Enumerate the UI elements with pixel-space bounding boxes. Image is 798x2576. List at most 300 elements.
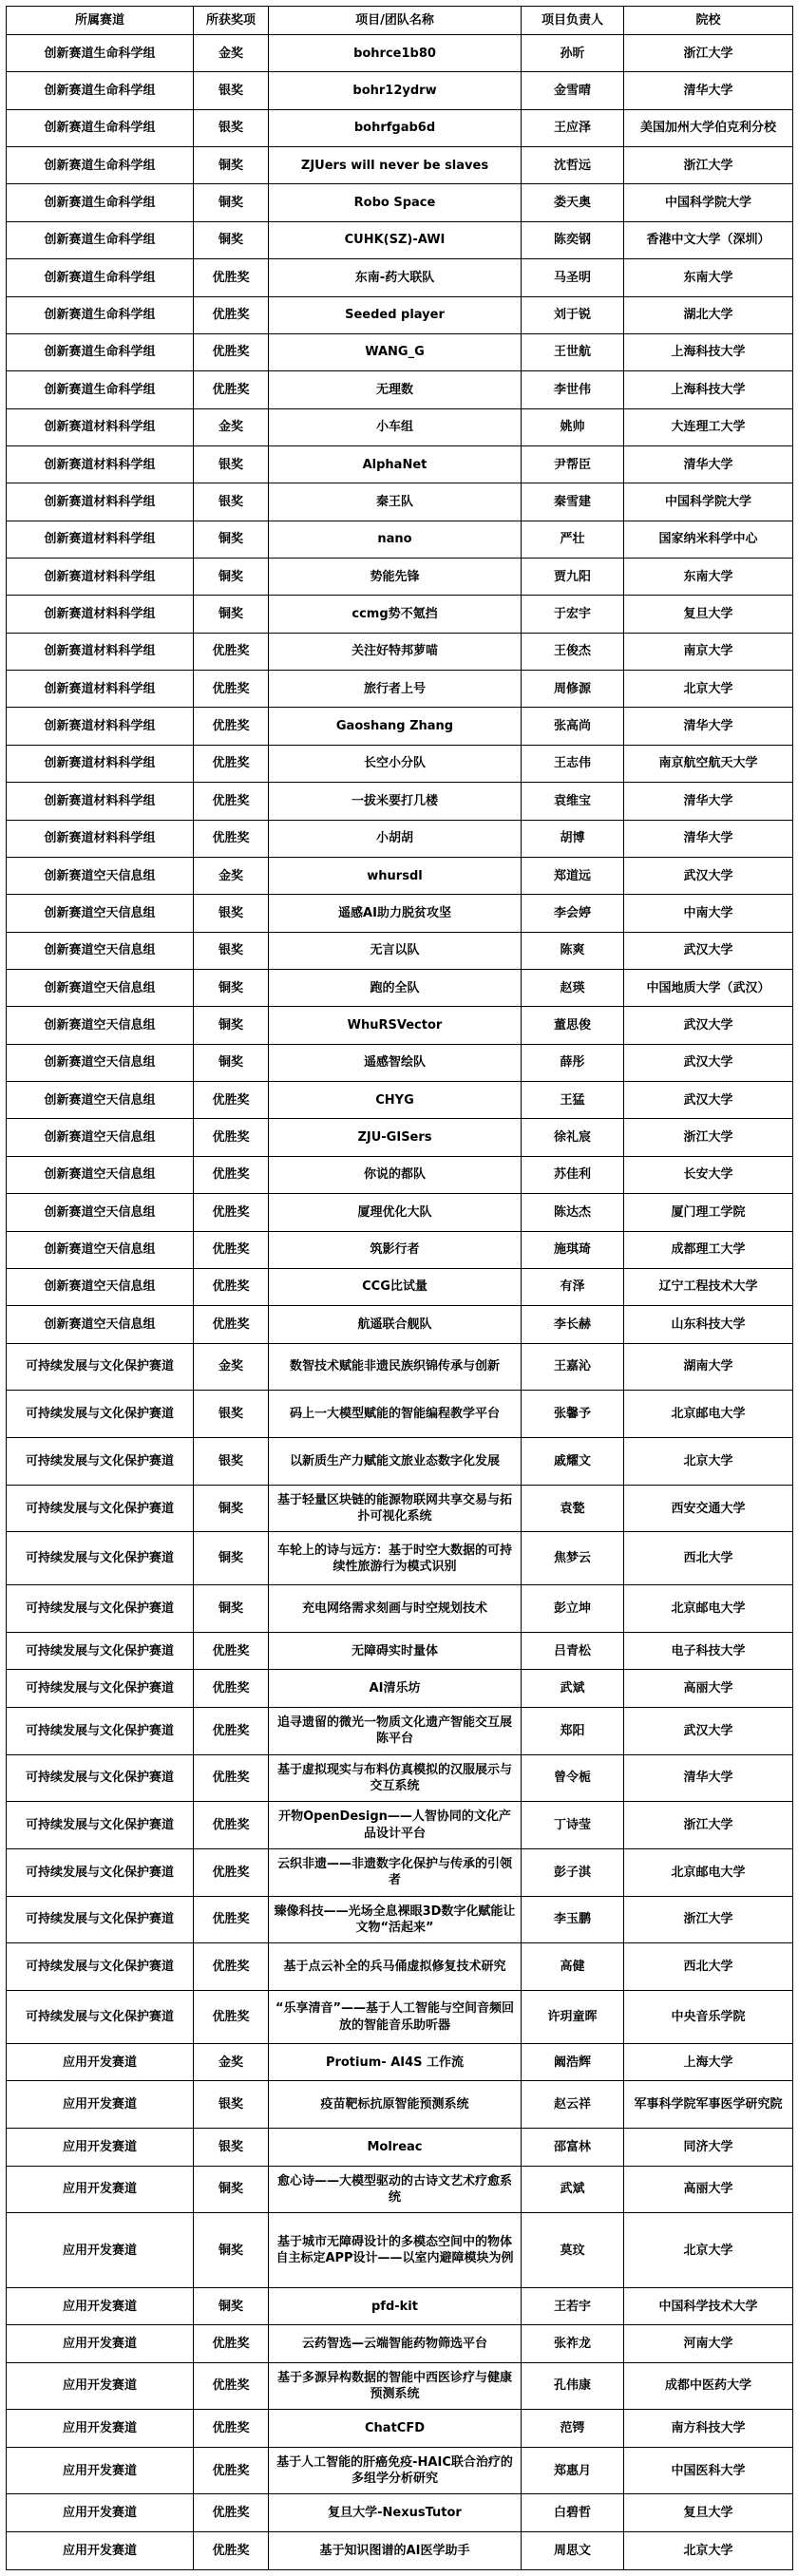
cell-project: 数智技术赋能非遗民族织锦传承与创新 [269,1343,522,1391]
cell-award: 银奖 [194,1391,269,1438]
cell-project: 车轮上的诗与远方：基于时空大数据的可持续性旅游行为模式识别 [269,1532,522,1585]
cell-project: Seeded player [269,296,522,333]
table-row [7,2044,793,2081]
cell-school: 中国科学技术大学 [624,2287,793,2324]
cell-school: 北京大学 [624,1438,793,1486]
cell-track: 应用开发赛道 [7,2287,194,2324]
table-row [7,820,793,857]
cell-track: 可持续发展与文化保护赛道 [7,1585,194,1633]
table-row [7,1585,793,1633]
cell-award: 优胜奖 [194,671,269,708]
cell-leader: 薛彤 [522,1044,624,1081]
cell-track: 创新赛道空天信息组 [7,1268,194,1305]
cell-award: 银奖 [194,2081,269,2129]
cell-leader: 李长赫 [522,1306,624,1343]
cell-track: 应用开发赛道 [7,2325,194,2362]
cell-project: 厦理优化大队 [269,1194,522,1231]
cell-school: 大连理工大学 [624,408,793,445]
header-track: 所属赛道 [7,7,194,35]
cell-project: 云药智选—云端智能药物筛选平台 [269,2325,522,2362]
cell-leader: 许玥童晖 [522,1991,624,2044]
table-row [7,1156,793,1193]
table-row [7,1082,793,1119]
cell-track: 创新赛道材料科学组 [7,408,194,445]
cell-school: 北京邮电大学 [624,1585,793,1633]
table-row [7,857,793,894]
cell-project: 航遥联合舰队 [269,1306,522,1343]
cell-project: bohrfgab6d [269,109,522,146]
table-row [7,559,793,596]
cell-award: 银奖 [194,483,269,521]
cell-project: 遥感智绘队 [269,1044,522,1081]
cell-project: ChatCFD [269,2410,522,2447]
cell-project: 追寻遗留的微光一物质文化遗产智能交互展陈平台 [269,1707,522,1754]
cell-award: 优胜奖 [194,1707,269,1754]
cell-school: 清华大学 [624,708,793,745]
cell-project: 筑影行者 [269,1231,522,1268]
cell-project: 以新质生产力赋能文旅业态数字化发展 [269,1438,522,1486]
cell-track: 应用开发赛道 [7,2447,194,2494]
cell-leader: 戚耀文 [522,1438,624,1486]
table-row [7,633,793,670]
cell-award: 优胜奖 [194,2410,269,2447]
table-row [7,1391,793,1438]
table-row [7,1670,793,1707]
cell-award: 优胜奖 [194,1896,269,1943]
cell-project: Robo Space [269,184,522,221]
cell-award: 铜奖 [194,2166,269,2213]
cell-leader: 马圣明 [522,259,624,296]
cell-project: WhuRSVector [269,1007,522,1044]
cell-award: 优胜奖 [194,296,269,333]
cell-leader: 郑道远 [522,857,624,894]
cell-project: ccmg势不氪挡 [269,596,522,633]
header-award: 所获奖项 [194,7,269,35]
table-row [7,371,793,408]
cell-award: 优胜奖 [194,1156,269,1193]
cell-school: 清华大学 [624,445,793,483]
cell-award: 优胜奖 [194,1194,269,1231]
cell-track: 创新赛道生命科学组 [7,371,194,408]
cell-leader: 王猛 [522,1082,624,1119]
table-row [7,2410,793,2447]
cell-award: 金奖 [194,408,269,445]
cell-award: 优胜奖 [194,2494,269,2531]
cell-leader: 李玉鹏 [522,1896,624,1943]
cell-school: 北京大学 [624,2213,793,2288]
table-row [7,2213,793,2288]
cell-school: 武汉大学 [624,1007,793,1044]
cell-school: 武汉大学 [624,857,793,894]
table-row [7,708,793,745]
cell-award: 铜奖 [194,521,269,558]
cell-school: 中南大学 [624,895,793,932]
cell-leader: 严壮 [522,521,624,558]
cell-track: 可持续发展与文化保护赛道 [7,1943,194,1991]
cell-leader: 娄天奥 [522,184,624,221]
cell-school: 军事科学院军事医学研究院 [624,2081,793,2129]
cell-award: 铜奖 [194,559,269,596]
cell-award: 优胜奖 [194,1231,269,1268]
cell-track: 创新赛道空天信息组 [7,1231,194,1268]
table-row [7,895,793,932]
cell-track: 创新赛道空天信息组 [7,1007,194,1044]
cell-project: “乐享清音”——基于人工智能与空间音频回放的智能音乐助听器 [269,1991,522,2044]
cell-leader: 周修源 [522,671,624,708]
table-row [7,2325,793,2362]
cell-project: 旅行者上号 [269,671,522,708]
cell-track: 可持续发展与文化保护赛道 [7,1707,194,1754]
cell-school: 湖南大学 [624,1343,793,1391]
cell-school: 南京大学 [624,633,793,670]
cell-school: 北京邮电大学 [624,1391,793,1438]
cell-school: 上海大学 [624,2044,793,2081]
cell-school: 中国科学院大学 [624,483,793,521]
cell-track: 创新赛道空天信息组 [7,969,194,1006]
cell-school: 西北大学 [624,1532,793,1585]
cell-leader: 丁诗莹 [522,1802,624,1849]
cell-school: 美国加州大学伯克利分校 [624,109,793,146]
cell-project: Molreac [269,2129,522,2166]
cell-project: AI清乐坊 [269,1670,522,1707]
cell-school: 武汉大学 [624,1044,793,1081]
cell-project: 小胡胡 [269,820,522,857]
cell-school: 东南大学 [624,259,793,296]
cell-leader: 王若宇 [522,2287,624,2324]
cell-track: 可持续发展与文化保护赛道 [7,1848,194,1896]
table-row [7,745,793,782]
cell-leader: 王嘉沁 [522,1343,624,1391]
cell-award: 铜奖 [194,1532,269,1585]
table-row [7,1119,793,1156]
cell-track: 可持续发展与文化保护赛道 [7,1754,194,1802]
cell-award: 优胜奖 [194,1268,269,1305]
table-row [7,1007,793,1044]
table-row [7,1485,793,1532]
cell-project: Protium- AI4S 工作流 [269,2044,522,2081]
cell-project: 基于城市无障碍设计的多模态空间中的物体自主标定APP设计——以室内避障模块为例 [269,2213,522,2288]
cell-track: 创新赛道生命科学组 [7,296,194,333]
cell-leader: 周思文 [522,2531,624,2569]
cell-school: 高丽大学 [624,1670,793,1707]
table-row [7,932,793,969]
cell-award: 铜奖 [194,2213,269,2288]
cell-leader: 邵富林 [522,2129,624,2166]
table-row [7,1991,793,2044]
cell-track: 可持续发展与文化保护赛道 [7,1991,194,2044]
header-project: 项目/团队名称 [269,7,522,35]
cell-track: 创新赛道材料科学组 [7,708,194,745]
cell-track: 创新赛道生命科学组 [7,72,194,109]
table-header [7,7,793,35]
cell-track: 应用开发赛道 [7,2410,194,2447]
cell-school: 辽宁工程技术大学 [624,1268,793,1305]
cell-leader: 胡博 [522,820,624,857]
cell-school: 电子科技大学 [624,1633,793,1670]
cell-project: CCG比试量 [269,1268,522,1305]
cell-track: 应用开发赛道 [7,2129,194,2166]
cell-track: 应用开发赛道 [7,2531,194,2569]
cell-award: 银奖 [194,2129,269,2166]
cell-leader: 李世伟 [522,371,624,408]
cell-project: ZJUers will never be slaves [269,147,522,184]
cell-project: 基于知识图谱的AI医学助手 [269,2531,522,2569]
cell-project: 你说的都队 [269,1156,522,1193]
cell-leader: 贾九阳 [522,559,624,596]
table-row [7,109,793,146]
table-row [7,671,793,708]
table-row [7,184,793,221]
table-row [7,1438,793,1486]
table-row [7,1343,793,1391]
table-row [7,1896,793,1943]
cell-project: 无理数 [269,371,522,408]
cell-school: 清华大学 [624,1754,793,1802]
cell-track: 创新赛道材料科学组 [7,559,194,596]
cell-award: 铜奖 [194,1485,269,1532]
cell-leader: 张馨予 [522,1391,624,1438]
table-row [7,596,793,633]
cell-award: 优胜奖 [194,745,269,782]
cell-award: 铜奖 [194,1585,269,1633]
cell-school: 高丽大学 [624,2166,793,2213]
cell-project: pfd-kit [269,2287,522,2324]
cell-leader: 郑阳 [522,1707,624,1754]
cell-track: 创新赛道空天信息组 [7,1082,194,1119]
cell-track: 创新赛道生命科学组 [7,333,194,370]
cell-leader: 施琪琦 [522,1231,624,1268]
cell-school: 清华大学 [624,72,793,109]
cell-award: 优胜奖 [194,820,269,857]
cell-track: 创新赛道空天信息组 [7,1306,194,1343]
cell-school: 中国医科大学 [624,2447,793,2494]
cell-school: 清华大学 [624,820,793,857]
cell-project: 无障碍实时量体 [269,1633,522,1670]
cell-award: 铜奖 [194,969,269,1006]
header-row [7,7,793,35]
cell-school: 北京邮电大学 [624,1848,793,1896]
cell-award: 优胜奖 [194,708,269,745]
cell-leader: 陈达杰 [522,1194,624,1231]
cell-award: 优胜奖 [194,1943,269,1991]
cell-award: 铜奖 [194,221,269,258]
cell-award: 优胜奖 [194,2362,269,2410]
cell-award: 银奖 [194,445,269,483]
cell-track: 可持续发展与文化保护赛道 [7,1896,194,1943]
cell-school: 浙江大学 [624,1896,793,1943]
cell-project: 势能先锋 [269,559,522,596]
cell-track: 可持续发展与文化保护赛道 [7,1802,194,1849]
cell-award: 铜奖 [194,596,269,633]
cell-leader: 张高尚 [522,708,624,745]
table-row [7,783,793,820]
cell-track: 创新赛道生命科学组 [7,109,194,146]
cell-project: 开物OpenDesign——人智协同的文化产品设计平台 [269,1802,522,1849]
cell-track: 应用开发赛道 [7,2166,194,2213]
cell-leader: 有泽 [522,1268,624,1305]
table-row [7,2081,793,2129]
cell-leader: 高健 [522,1943,624,1991]
cell-project: 基于多源异构数据的智能中西医诊疗与健康预测系统 [269,2362,522,2410]
cell-track: 创新赛道生命科学组 [7,184,194,221]
cell-award: 金奖 [194,35,269,72]
table-row [7,2531,793,2569]
cell-leader: 袁维宝 [522,783,624,820]
cell-project: CUHK(SZ)-AWI [269,221,522,258]
cell-track: 创新赛道空天信息组 [7,1194,194,1231]
cell-leader: 莫玟 [522,2213,624,2288]
cell-award: 银奖 [194,895,269,932]
cell-school: 厦门理工学院 [624,1194,793,1231]
cell-track: 创新赛道生命科学组 [7,35,194,72]
cell-award: 银奖 [194,1438,269,1486]
table-row [7,221,793,258]
cell-project: 基于人工智能的肝癌免疫-HAIC联合治疗的多组学分析研究 [269,2447,522,2494]
cell-award: 银奖 [194,72,269,109]
cell-leader: 陈奕钢 [522,221,624,258]
cell-school: 浙江大学 [624,35,793,72]
cell-leader: 沈哲远 [522,147,624,184]
cell-leader: 范锷 [522,2410,624,2447]
cell-award: 优胜奖 [194,1306,269,1343]
cell-project: 疫苗靶标抗原智能预测系统 [269,2081,522,2129]
cell-award: 铜奖 [194,147,269,184]
table-row [7,483,793,521]
table-row [7,2166,793,2213]
cell-award: 铜奖 [194,2287,269,2324]
cell-leader: 白碧哲 [522,2494,624,2531]
cell-school: 湖北大学 [624,296,793,333]
cell-school: 西北大学 [624,1943,793,1991]
cell-school: 同济大学 [624,2129,793,2166]
cell-track: 创新赛道空天信息组 [7,857,194,894]
cell-track: 可持续发展与文化保护赛道 [7,1670,194,1707]
cell-track: 创新赛道材料科学组 [7,521,194,558]
cell-award: 铜奖 [194,184,269,221]
cell-leader: 孙昕 [522,35,624,72]
cell-track: 应用开发赛道 [7,2081,194,2129]
cell-project: 码上一大模型赋能的智能编程教学平台 [269,1391,522,1438]
header-leader: 项目负责人 [522,7,624,35]
cell-project: 愈心诗——大模型驱动的古诗文艺术疗愈系统 [269,2166,522,2213]
cell-project: 关注好特邦萝喵 [269,633,522,670]
table-row [7,1802,793,1849]
cell-leader: 袁甃 [522,1485,624,1532]
cell-school: 河南大学 [624,2325,793,2362]
table-row [7,445,793,483]
cell-project: 臻像科技——光场全息裸眼3D数字化赋能让文物“活起来” [269,1896,522,1943]
cell-track: 创新赛道空天信息组 [7,1119,194,1156]
cell-track: 应用开发赛道 [7,2213,194,2288]
cell-project: 长空小分队 [269,745,522,782]
table-row [7,2447,793,2494]
cell-track: 可持续发展与文化保护赛道 [7,1391,194,1438]
cell-leader: 武斌 [522,1670,624,1707]
cell-track: 创新赛道材料科学组 [7,633,194,670]
cell-school: 武汉大学 [624,932,793,969]
table-row [7,1044,793,1081]
cell-school: 北京大学 [624,2531,793,2569]
cell-award: 优胜奖 [194,783,269,820]
cell-project: WANG_G [269,333,522,370]
cell-leader: 曾令栀 [522,1754,624,1802]
cell-award: 优胜奖 [194,1754,269,1802]
cell-school: 香港中文大学（深圳） [624,221,793,258]
cell-award: 金奖 [194,2044,269,2081]
cell-school: 武汉大学 [624,1707,793,1754]
cell-leader: 彭子淇 [522,1848,624,1896]
cell-project: nano [269,521,522,558]
cell-leader: 徐礼宸 [522,1119,624,1156]
cell-track: 创新赛道生命科学组 [7,259,194,296]
cell-award: 优胜奖 [194,1633,269,1670]
cell-school: 中央音乐学院 [624,1991,793,2044]
cell-project: bohr12ydrw [269,72,522,109]
cell-leader: 王应泽 [522,109,624,146]
cell-track: 可持续发展与文化保护赛道 [7,1343,194,1391]
cell-award: 优胜奖 [194,633,269,670]
cell-leader: 李会婷 [522,895,624,932]
table-row [7,2494,793,2531]
cell-school: 成都理工大学 [624,1231,793,1268]
cell-school: 成都中医药大学 [624,2362,793,2410]
cell-school: 中国地质大学（武汉） [624,969,793,1006]
cell-project: 遥感AI助力脱贫攻坚 [269,895,522,932]
table-row [7,969,793,1006]
cell-school: 西安交通大学 [624,1485,793,1532]
cell-track: 创新赛道空天信息组 [7,1044,194,1081]
cell-project: whursdl [269,857,522,894]
cell-track: 应用开发赛道 [7,2362,194,2410]
cell-track: 可持续发展与文化保护赛道 [7,1438,194,1486]
cell-school: 国家纳米科学中心 [624,521,793,558]
table-row [7,1306,793,1343]
cell-project: 基于轻量区块链的能源物联网共享交易与拓扑可视化系统 [269,1485,522,1532]
cell-track: 创新赛道生命科学组 [7,221,194,258]
cell-track: 创新赛道材料科学组 [7,445,194,483]
table-row [7,1943,793,1991]
cell-leader: 赵瑛 [522,969,624,1006]
cell-track: 应用开发赛道 [7,2044,194,2081]
cell-leader: 姚帅 [522,408,624,445]
cell-school: 南京航空航天大学 [624,745,793,782]
cell-school: 中国科学院大学 [624,184,793,221]
cell-award: 优胜奖 [194,2447,269,2494]
cell-award: 优胜奖 [194,371,269,408]
table-row [7,1532,793,1585]
cell-award: 优胜奖 [194,1082,269,1119]
cell-project: 无言以队 [269,932,522,969]
cell-school: 浙江大学 [624,147,793,184]
cell-award: 优胜奖 [194,1119,269,1156]
table-row [7,2362,793,2410]
cell-school: 武汉大学 [624,1082,793,1119]
cell-award: 优胜奖 [194,1802,269,1849]
cell-track: 创新赛道材料科学组 [7,745,194,782]
table-row [7,1754,793,1802]
cell-leader: 彭立坤 [522,1585,624,1633]
table-row [7,333,793,370]
cell-award: 银奖 [194,932,269,969]
cell-school: 长安大学 [624,1156,793,1193]
cell-leader: 郑惠月 [522,2447,624,2494]
cell-school: 北京大学 [624,671,793,708]
table-row [7,296,793,333]
cell-leader: 刘于锐 [522,296,624,333]
cell-leader: 张祚龙 [522,2325,624,2362]
cell-project: 基于点云补全的兵马俑虚拟修复技术研究 [269,1943,522,1991]
table-row [7,1268,793,1305]
